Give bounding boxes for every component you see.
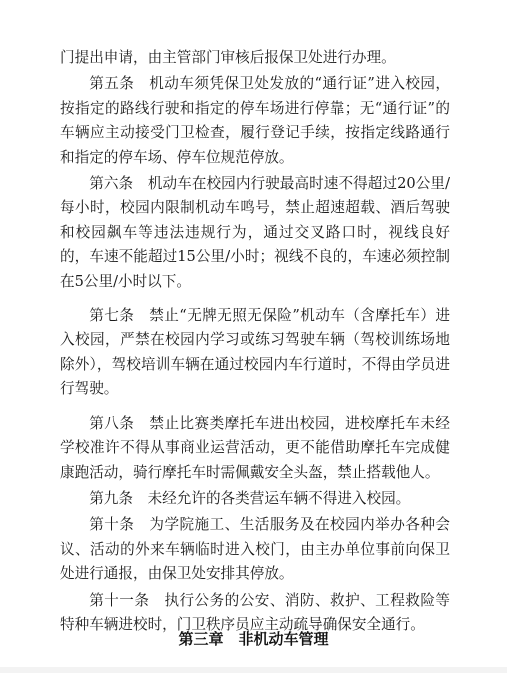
paragraph-article-9: 第九条 未经允许的各类营运车辆不得进入校园。 <box>89 489 411 507</box>
paragraph-article-7: 第七条 禁止“无牌无照无保险”机动车（含摩托车）进入校园，严禁在校园内学习或练习驾驶车辆（驾校训练场地除外），驾校培训车辆在通过校园内车行道时，不得由学员进行驾驶。 <box>60 307 450 398</box>
paragraph-continuation: 门提出申请，由主管部门审核后报保卫处进行办理。 <box>60 49 396 66</box>
paragraph-article-11: 第十一条 执行公务的公安、消防、救护、工程救险等特种车辆进校时，门卫秩序员应主动疏导确保安全通行。 <box>60 591 450 633</box>
paragraph-article-6: 第六条 机动车在校园内行驶最高时速不得超过20公里/每小时，校园内限制机动车鸣号，禁止超速超载、酒后驾驶和校园飙车等违法违规行为，通过交叉路口时，视线良好的，车速不能超过15公里/小时；视线不良的，车速必须控制在5公里/小时以下。 <box>60 175 450 290</box>
paragraph-article-8: 第八条 禁止比赛类摩托车进出校园，进校摩托车未经学校准许不得从事商业运营活动，更不能借助摩托车完成健康跑活动，骑行摩托车时需佩戴安全头盔，禁止搭载他人。 <box>60 414 450 481</box>
document-body <box>60 46 450 639</box>
page-bottom-edge <box>0 667 507 673</box>
paragraph-article-10: 第十条 为学院施工、生活服务及在校园内举办各种会议、活动的外来车辆临时进入校门，由主办单位事前向保卫处进行通报，由保卫处安排其停放。 <box>60 516 450 583</box>
chapter-heading: 第三章 非机动车管理 <box>178 630 329 648</box>
paragraph-article-5: 第五条 机动车须凭保卫处发放的“通行证”进入校园，按指定的路线行驶和指定的停车场进行停靠；无“通行证”的车辆应主动接受门卫检查，履行登记手续，按指定线路通行和指定的停车场、停车位规范停放。 <box>60 75 450 166</box>
